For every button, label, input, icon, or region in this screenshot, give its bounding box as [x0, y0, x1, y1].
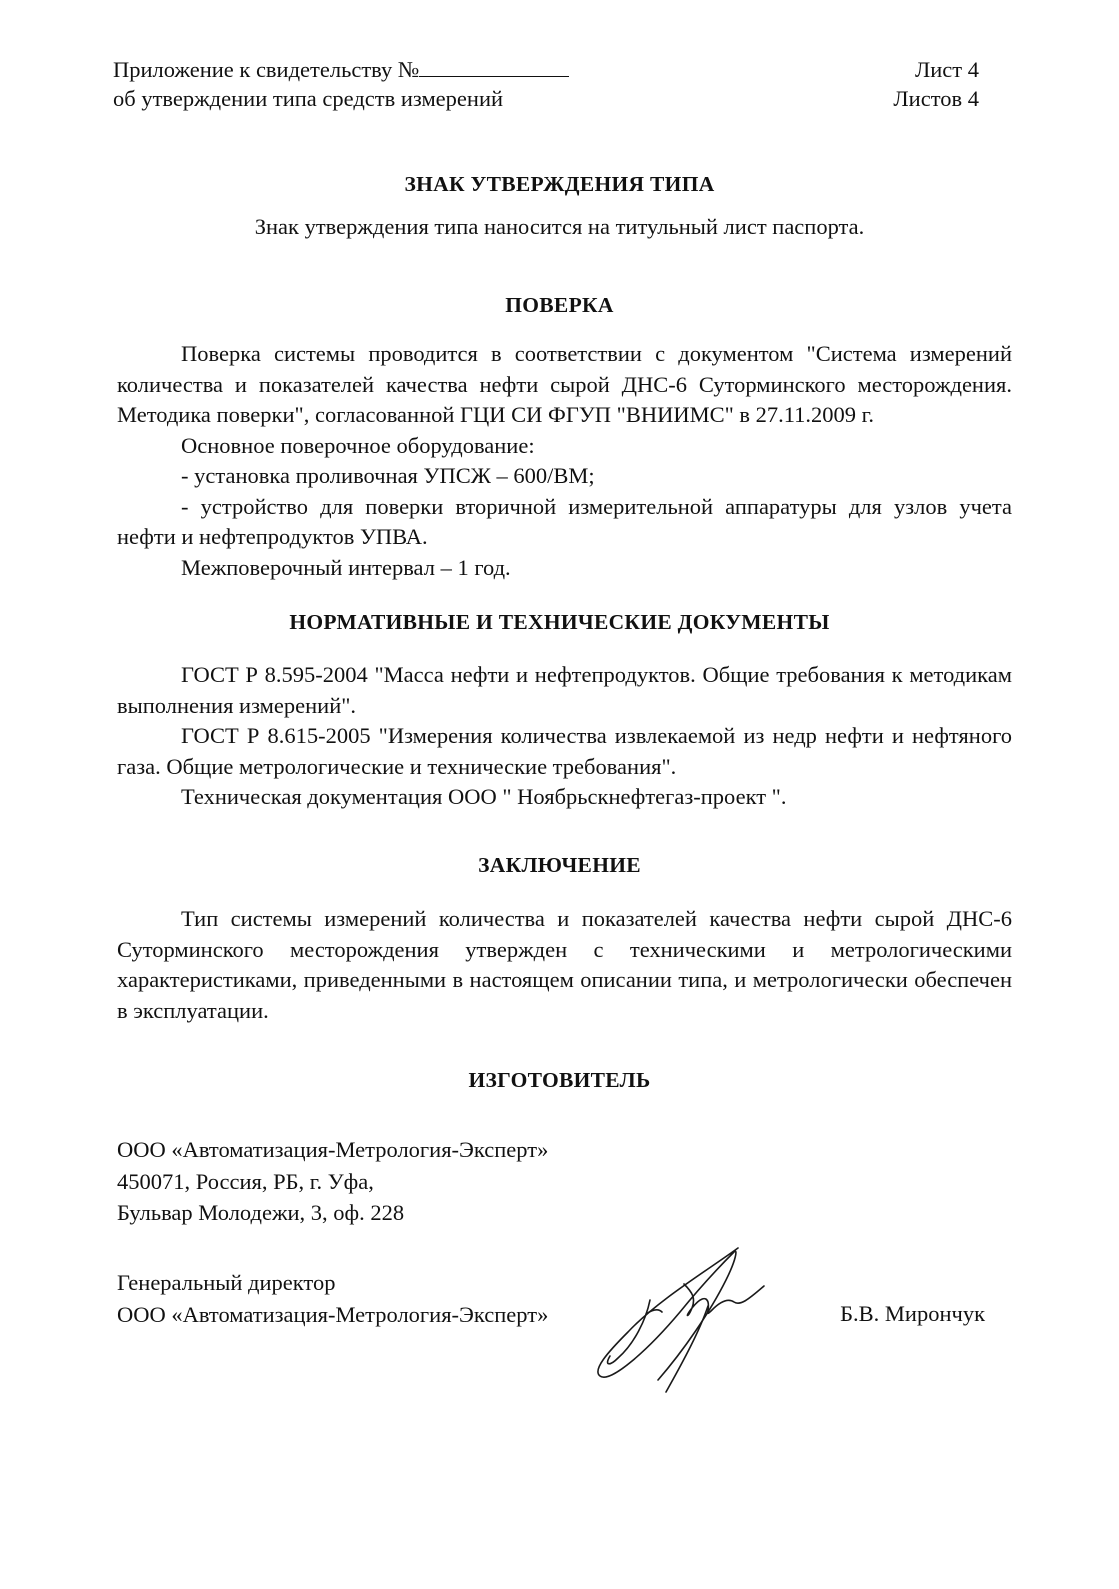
header-right: [893, 55, 979, 113]
certificate-number-blank: [419, 56, 569, 77]
handwritten-signature-icon: [588, 1240, 788, 1400]
manufacturer-address: [117, 1134, 548, 1229]
section-title-verification: ПОВЕРКА: [505, 293, 614, 317]
header-left: [113, 55, 569, 113]
manufacturer-company: ООО «Автоматизация-Метрология-Эксперт»: [117, 1137, 549, 1162]
header-approval-label: об утверждении типа средств измерений: [113, 86, 504, 111]
header-left-line1-wrap: [113, 55, 569, 84]
verification-equipment-item-2: - устройство для поверки вторичной измерительной аппаратуры для узлов учета нефти и нефтепродуктов УПВА.: [117, 493, 1012, 549]
section-title-manufacturer: ИЗГОТОВИТЕЛЬ: [468, 1068, 651, 1092]
manufacturer-city: 450071, Россия, РБ, г. Уфа,: [117, 1168, 374, 1194]
header-certificate-label: Приложение к свидетельству №: [113, 57, 420, 82]
section-title-normative: НОРМАТИВНЫЕ И ТЕХНИЧЕСКИЕ ДОКУМЕНТЫ: [289, 610, 830, 634]
normative-doc-1: ГОСТ Р 8.595-2004 "Масса нефти и нефтепродуктов. Общие требования к методикам выполнения измерений".: [117, 662, 1012, 718]
manufacturer-street: Бульвар Молодежи, 3, оф. 228: [117, 1200, 405, 1225]
signer-block: [117, 1267, 548, 1330]
verification-paragraph: Поверка системы проводится в соответствии с документом "Система измерений количества и показателей качества нефти сырой ДНС-6 Суторминского месторождения. Методика поверки", согласованной ГЦИ СИ ФГУП "ВНИИМС" в 27.11.2009 г.: [117, 341, 1012, 427]
verification-equipment-label: Основное поверочное оборудование:: [181, 432, 535, 458]
sheet-number: Лист 4: [915, 57, 979, 82]
verification-interval: Межповерочный интервал – 1 год.: [181, 554, 511, 580]
verification-equipment-item-1: - установка проливочная УПСЖ – 600/ВМ;: [181, 463, 595, 488]
signer-name: Б.В. Мирончук: [840, 1301, 985, 1326]
section-title-type-mark: ЗНАК УТВЕРЖДЕНИЯ ТИПА: [404, 172, 715, 196]
section-title-conclusion: ЗАКЛЮЧЕНИЕ: [478, 853, 641, 877]
normative-doc-3: Техническая документация ООО " Ноябрьскнефтегаз-проект ".: [181, 784, 787, 809]
conclusion-body: [117, 904, 1012, 1026]
type-mark-text: Знак утверждения типа наносится на титульный лист паспорта.: [254, 214, 865, 239]
sheet-count: Листов 4: [893, 86, 979, 111]
verification-body: [117, 339, 1012, 583]
normative-body: [117, 660, 1012, 813]
conclusion-paragraph: Тип системы измерений количества и показателей качества нефти сырой ДНС-6 Суторминского месторождения утвержден с техническими и метрологическими характеристиками, приведенными в настоящем описании типа, и метрологически обеспечен в эксплуатации.: [117, 906, 1012, 1023]
normative-doc-2: ГОСТ Р 8.615-2005 "Измерения количества извлекаемой из недр нефти и нефтяного газа. Общие метрологические и технические требования".: [117, 723, 1012, 779]
signer-position: Генеральный директор: [117, 1270, 336, 1295]
signer-company: ООО «Автоматизация-Метрология-Эксперт»: [117, 1301, 549, 1327]
